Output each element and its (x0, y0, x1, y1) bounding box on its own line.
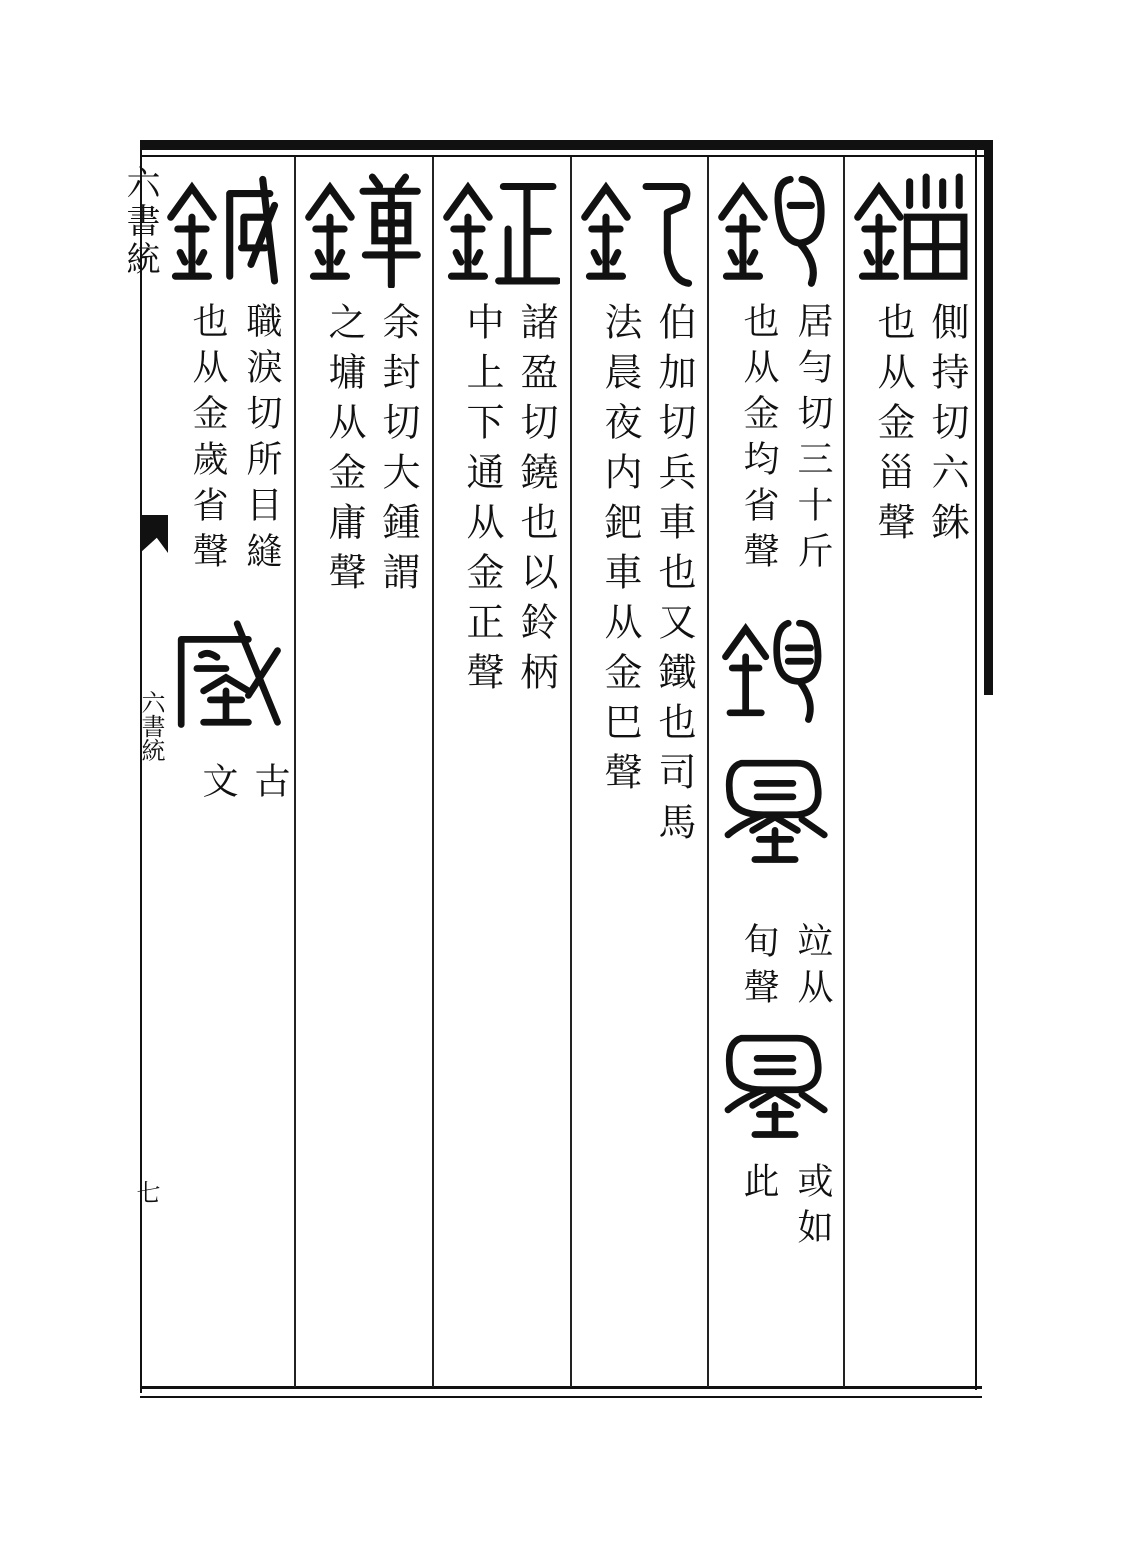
variant-note: 此 (738, 1162, 779, 1208)
bottom-border-inner (140, 1396, 982, 1398)
definition-text: 也从金均省聲 (738, 302, 779, 578)
entry-column (158, 162, 292, 1377)
definition-text: 也从金甾聲 (871, 302, 915, 552)
entry-column (709, 162, 843, 1377)
seal-variant-sui (170, 617, 282, 729)
seal-variant-jun (721, 612, 833, 724)
definition-text: 職淚切所目縫 (241, 302, 282, 578)
entry-column (296, 162, 430, 1377)
definition-text: 余封切大鍾謂 (376, 302, 420, 602)
seal-character-ba (580, 170, 698, 288)
definition-text: 伯加切兵車也又鐵也司馬 (652, 302, 696, 852)
variant-note: 或如 (792, 1162, 833, 1254)
seal-variant-jun (719, 1027, 831, 1139)
definition-text: 也从金歲省聲 (187, 302, 228, 578)
definition-text: 之墉从金庸聲 (322, 302, 366, 602)
variant-note: 竝从 (792, 922, 833, 1014)
entry-column (572, 162, 706, 1377)
variant-note: 古 (249, 762, 290, 808)
spine-title: 六書統 (120, 165, 160, 279)
seal-variant-jun (719, 752, 831, 864)
seal-character-sui (166, 170, 284, 288)
bottom-border (140, 1386, 982, 1389)
seal-character-zheng (442, 170, 560, 288)
left-border (140, 145, 142, 1393)
seal-character-zi (853, 170, 971, 288)
definition-text: 法晨夜内鈀車从金巴聲 (598, 302, 642, 802)
top-border (140, 140, 992, 150)
definition-text: 中上下通从金正聲 (460, 302, 504, 702)
folio-number: 七 (132, 1180, 160, 1204)
entry-column (845, 162, 979, 1377)
spine-book-name: 六書統 (137, 690, 165, 762)
variant-note: 旬聲 (738, 922, 779, 1014)
seal-character-jun (717, 170, 835, 288)
seal-character-yong (304, 170, 422, 288)
definition-text: 諸盈切鐃也以鈴柄 (514, 302, 558, 702)
right-border-bar (984, 140, 993, 695)
definition-text: 側持切六銖 (925, 302, 969, 552)
entry-column (434, 162, 568, 1377)
definition-text: 居勻切三十斤 (792, 302, 833, 578)
top-border-inner (140, 155, 992, 157)
variant-note: 文 (197, 762, 238, 808)
